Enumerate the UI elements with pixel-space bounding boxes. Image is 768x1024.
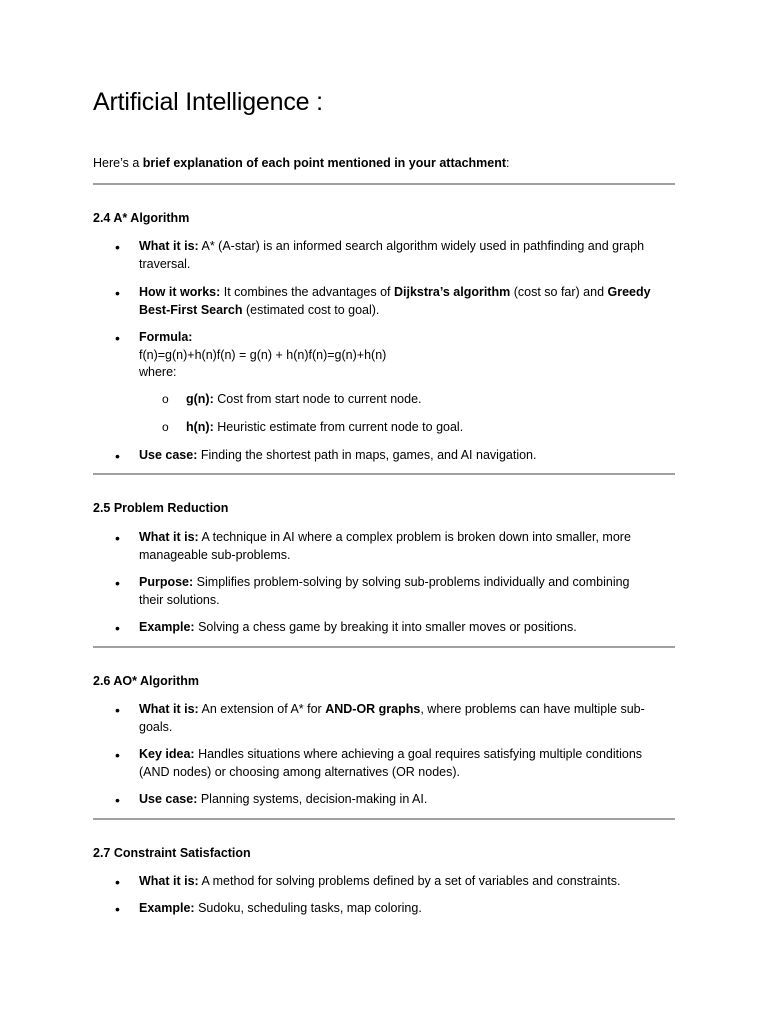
sub-item-label: g(n): xyxy=(186,392,214,406)
section-heading-constraint-satisfaction: 2.7 Constraint Satisfaction xyxy=(93,846,251,860)
bullet-icon: • xyxy=(115,530,120,546)
bullet-icon: • xyxy=(115,575,120,591)
item-label: What it is: xyxy=(139,239,199,253)
item-text-continued: traversal. xyxy=(139,256,191,271)
list-item xyxy=(139,791,675,809)
item-label: Use case: xyxy=(139,448,198,462)
item-text: It combines the advantages of xyxy=(220,285,394,299)
horizontal-rule xyxy=(93,473,675,475)
horizontal-rule xyxy=(93,646,675,648)
item-label: What it is: xyxy=(139,702,199,716)
sub-item-label: h(n): xyxy=(186,420,214,434)
item-label: Use case: xyxy=(139,792,198,806)
list-item xyxy=(139,900,675,918)
section-heading-ao-star: 2.6 AO* Algorithm xyxy=(93,674,200,688)
sub-list-item xyxy=(186,391,675,409)
item-text-continued: (AND nodes) or choosing among alternatives (OR nodes). xyxy=(139,764,460,779)
item-bold: Dijkstra’s algorithm xyxy=(393,285,511,299)
item-text: Sudoku, scheduling tasks, map coloring. xyxy=(194,901,422,915)
item-bold: Best-First Search xyxy=(139,302,243,317)
intro-suffix: : xyxy=(506,156,510,170)
sub-item-text: Heuristic estimate from current node to goal. xyxy=(213,420,464,434)
intro-bold: brief explanation of each point mentioned in your attachment xyxy=(142,156,507,170)
item-bold: AND-OR graphs xyxy=(325,702,421,716)
item-label: Key idea: xyxy=(139,747,195,761)
bullet-icon: • xyxy=(115,285,120,301)
bullet-icon: • xyxy=(115,901,120,917)
list-item xyxy=(139,619,675,637)
horizontal-rule xyxy=(93,818,675,820)
intro-paragraph xyxy=(93,156,510,170)
item-text-continued: their solutions. xyxy=(139,592,220,607)
item-label: Formula: xyxy=(139,330,193,344)
item-text: A method for solving problems defined by a set of variables and constraints. xyxy=(198,874,621,888)
sub-bullet-icon: o xyxy=(162,420,169,434)
list-item xyxy=(139,284,675,319)
list-item xyxy=(139,574,675,609)
bullet-icon: • xyxy=(115,702,120,718)
page-title: Artificial Intelligence : xyxy=(93,88,323,116)
list-item xyxy=(139,329,675,382)
item-text: , where problems can have multiple sub- xyxy=(420,702,645,716)
bullet-icon: • xyxy=(115,330,120,346)
list-item xyxy=(139,529,675,564)
item-text: Finding the shortest path in maps, games, and AI navigation. xyxy=(197,448,537,462)
item-text: (cost so far) and xyxy=(510,285,608,299)
bullet-icon: • xyxy=(115,747,120,763)
item-text: Handles situations where achieving a goal requires satisfying multiple conditions xyxy=(194,747,643,761)
item-text: A* (A-star) is an informed search algorithm widely used in pathfinding and graph xyxy=(198,239,645,253)
item-text: Simplifies problem-solving by solving sub-problems individually and combining xyxy=(193,575,630,589)
item-text-continued: manageable sub-problems. xyxy=(139,547,291,562)
list-item xyxy=(139,746,675,781)
bullet-icon: • xyxy=(115,874,120,890)
item-label: Example: xyxy=(139,901,195,915)
formula-text: f(n)=g(n)+h(n)f(n) = g(n) + h(n)f(n)=g(n)+h(n) xyxy=(139,347,387,362)
list-item xyxy=(139,701,675,736)
bullet-icon: • xyxy=(115,239,120,255)
item-text: Planning systems, decision-making in AI. xyxy=(197,792,428,806)
horizontal-rule xyxy=(93,183,675,185)
bullet-icon: • xyxy=(115,448,120,464)
intro-prefix: Here’s a xyxy=(93,156,143,170)
sub-item-text: Cost from start node to current node. xyxy=(213,392,422,406)
bullet-icon: • xyxy=(115,792,120,808)
item-text: (estimated cost to goal). xyxy=(242,302,380,317)
item-label: How it works: xyxy=(139,285,221,299)
sub-list-item xyxy=(186,419,675,437)
item-label: What it is: xyxy=(139,874,199,888)
item-label: What it is: xyxy=(139,530,199,544)
item-text: An extension of A* for xyxy=(198,702,326,716)
list-item xyxy=(139,447,675,465)
item-bold: Greedy xyxy=(607,285,651,299)
item-text: A technique in AI where a complex problem is broken down into smaller, more xyxy=(198,530,631,544)
bullet-icon: • xyxy=(115,620,120,636)
item-text: Solving a chess game by breaking it into smaller moves or positions. xyxy=(194,620,577,634)
section-heading-a-star: 2.4 A* Algorithm xyxy=(93,211,190,225)
sub-bullet-icon: o xyxy=(162,392,169,406)
list-item xyxy=(139,873,675,891)
item-text-continued: goals. xyxy=(139,719,173,734)
item-label: Example: xyxy=(139,620,195,634)
where-text: where: xyxy=(139,365,177,379)
item-label: Purpose: xyxy=(139,575,194,589)
section-heading-problem-reduction: 2.5 Problem Reduction xyxy=(93,501,229,515)
list-item xyxy=(139,238,675,273)
